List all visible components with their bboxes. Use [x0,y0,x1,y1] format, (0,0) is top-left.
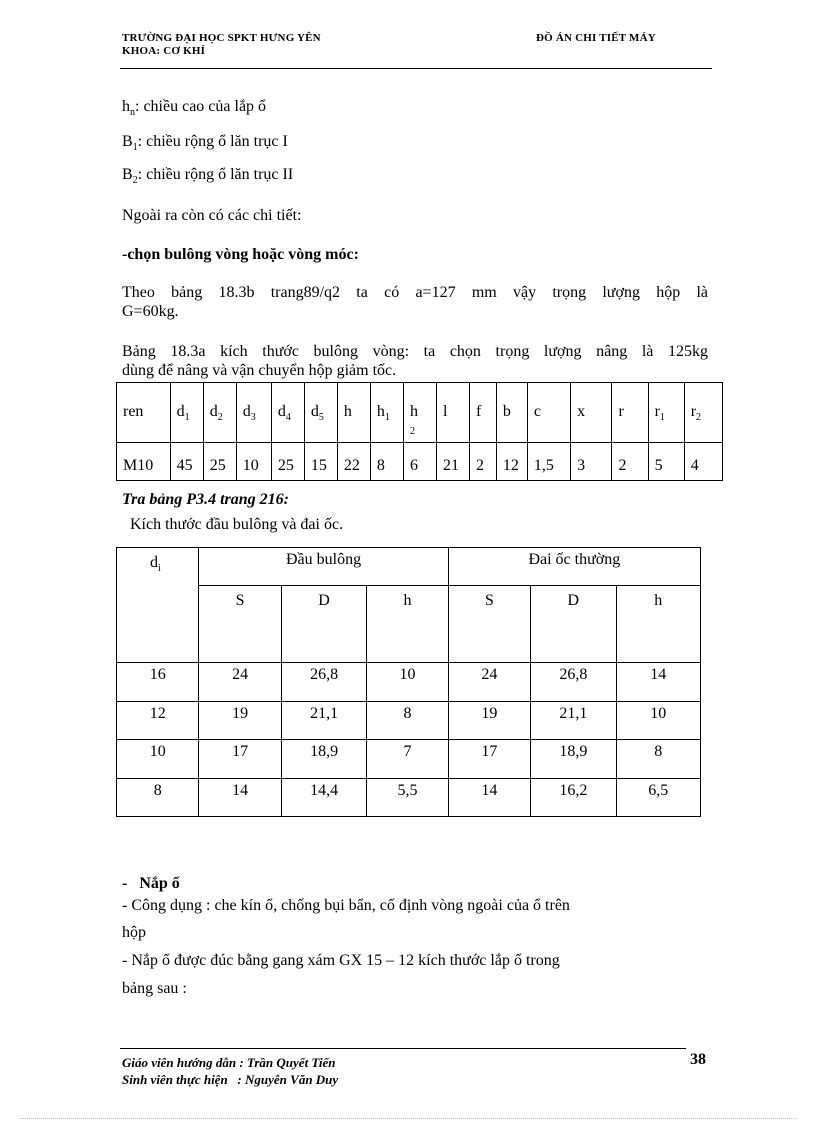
value-cell: 22 [337,443,370,481]
cell: 7 [367,740,448,779]
cell: 21,1 [281,702,366,740]
cell-text: r [618,403,624,420]
para2-line2: dùng để nâng và vận chuyển hộp giảm tốc. [122,362,397,379]
def-symbol: h [122,98,130,115]
def-symbol: B [122,133,133,150]
header-cell [527,383,570,443]
cell: 24 [448,663,530,702]
sub-header-row [117,586,701,663]
other-parts-text: Ngoài ra còn có các chi tiết: [122,207,302,224]
eyebolt-header-row [117,383,723,443]
footer-student: Sinh viên thực hiện : Nguyễn Văn Duy [122,1072,339,1087]
header-cell [648,383,684,443]
value-cell: 25 [203,443,236,481]
value-cell: 5 [648,443,684,481]
cell-text: r [690,403,697,420]
table-caption: Kích thước đầu bulông và đai ốc. [130,516,344,533]
cell: 18,9 [531,740,616,779]
def-symbol: B [122,166,133,183]
cell: 14,4 [281,779,366,817]
cell: 17 [199,740,281,779]
cell-text: f [476,403,482,420]
header-cell [403,383,436,443]
cap-heading: - Nắp ổ [122,875,180,892]
cell: 21,1 [531,702,616,740]
value-cell: 8 [370,443,403,481]
sub-header-cell: D [531,586,616,663]
cell-text: d [176,403,185,420]
eyebolt-value-row [117,443,723,481]
value-cell: 6 [403,443,436,481]
page-number: 38 [690,1051,706,1068]
cell-text: d [150,554,158,571]
def-text: : chiều rộng ổ lăn trục I [137,133,288,150]
cell-sub: 3 [250,412,256,423]
def-text: : chiều rộng ổ lăn trục II [137,166,294,183]
def-text: : chiều cao của lắp ổ [135,98,267,115]
cell-text: h [376,403,385,420]
para2-line1: Bảng 18.3a kích thước bulông vòng: ta chọn trọng lượng nâng là 125kg [122,343,708,360]
table-row [117,663,701,702]
header-cell [337,383,370,443]
eyebolt-table [116,382,723,481]
table-row [117,740,701,779]
page-edge-dots [20,1118,796,1119]
table-reference: Tra bảng P3.4 trang 216: [122,491,289,508]
footer-teacher: Giáo viên hướng dẫn : Trần Quyết Tiến [122,1055,336,1070]
cell: 16 [117,663,199,702]
sub-header-cell: S [448,586,530,663]
cell-sub: 2 [696,412,702,423]
value-cell: 4 [684,443,722,481]
footer-rule [120,1048,686,1049]
header-cell [370,383,403,443]
col-d-header [117,548,199,663]
cell-text: h [409,403,418,420]
value-cell: M10 [117,443,171,481]
group-header-row [117,548,701,586]
cell: 26,8 [531,663,616,702]
cell-text: l [442,403,448,420]
cell: 10 [367,663,448,702]
header-school: TRƯỜNG ĐẠI HỌC SPKT HƯNG YÊN [122,32,321,44]
bolt-nut-table [116,547,701,817]
def-subscript: 2 [132,175,138,186]
cell-sub: i [158,563,161,574]
cell: 16,2 [531,779,616,817]
cell: 8 [367,702,448,740]
cell: 19 [448,702,530,740]
cell: 14 [199,779,281,817]
cell: 8 [616,740,700,779]
header-cell [436,383,469,443]
cell-sub: 4 [285,412,291,423]
cell-sub: 2 [409,426,415,437]
header-cell [236,383,271,443]
header-faculty: KHOA: CƠ KHÍ [122,45,206,57]
sub-header-cell: h [367,586,448,663]
cap-line2: hộp [122,924,146,941]
def-subscript: n [130,107,135,118]
cell: 5,5 [367,779,448,817]
header-cell [496,383,527,443]
cell-text: d [310,403,319,420]
cell-text: r [654,403,660,420]
cell-text: d [277,403,286,420]
header-cell [170,383,203,443]
cell-text: x [577,403,586,420]
cap-line4: bảng sau : [122,980,187,997]
value-cell: 15 [304,443,337,481]
cap-line1: - Công dụng : che kín ổ, chống bụi bẩn, cố định vòng ngoài của ổ trên [122,897,570,914]
def-hn [122,98,266,116]
cell-text: c [533,403,541,420]
para1-line1: Theo bảng 18.3b trang89/q2 ta có a=127 mm vậy trọng lượng hộp là [122,284,708,301]
cell: 10 [117,740,199,779]
value-cell: 25 [271,443,304,481]
sub-header-cell: S [199,586,281,663]
def-b1 [122,133,288,151]
cell: 12 [117,702,199,740]
cell: 19 [199,702,281,740]
sub-header-cell: h [616,586,700,663]
cell: 26,8 [281,663,366,702]
para1-line2: G=60kg. [122,303,179,320]
value-cell: 2 [612,443,648,481]
header-rule [120,68,712,69]
value-cell: 10 [236,443,271,481]
cell-text: b [502,403,511,420]
cell: 6,5 [616,779,700,817]
table-row [117,779,701,817]
header-cell [612,383,648,443]
cell-sub: 1 [659,412,665,423]
cell-text: d [209,403,218,420]
cell-sub: 2 [217,412,223,423]
value-cell: 2 [470,443,497,481]
nut-header: Đai ốc thường [448,548,700,586]
header-cell [304,383,337,443]
value-cell: 3 [571,443,612,481]
bolt-head-header: Đầu bulông [199,548,448,586]
cell: 14 [448,779,530,817]
cell-sub: 1 [384,412,390,423]
cell: 17 [448,740,530,779]
header-project: ĐỒ ÁN CHI TIẾT MÁY [536,32,656,44]
cell-sub: 5 [318,412,324,423]
header-cell [117,383,171,443]
cap-line3: - Nắp ổ được đúc bằng gang xám GX 15 – 12 kích thước lắp ổ trong [122,952,560,969]
cell-sub: 1 [184,412,190,423]
value-cell: 1,5 [527,443,570,481]
cell: 18,9 [281,740,366,779]
cell-text: ren [123,403,144,420]
value-cell: 12 [496,443,527,481]
cell-text: d [242,403,251,420]
cell: 8 [117,779,199,817]
table-row [117,702,701,740]
cell: 14 [616,663,700,702]
value-cell: 45 [170,443,203,481]
bolt-heading: -chọn bulông vòng hoặc vòng móc: [122,246,359,263]
def-b2 [122,166,293,184]
header-cell [684,383,722,443]
header-cell [271,383,304,443]
value-cell: 21 [436,443,469,481]
cell: 24 [199,663,281,702]
header-cell [203,383,236,443]
cell-text: h [343,403,352,420]
header-cell [571,383,612,443]
cell: 10 [616,702,700,740]
sub-header-cell: D [281,586,366,663]
header-cell [470,383,497,443]
def-subscript: 1 [132,142,138,153]
